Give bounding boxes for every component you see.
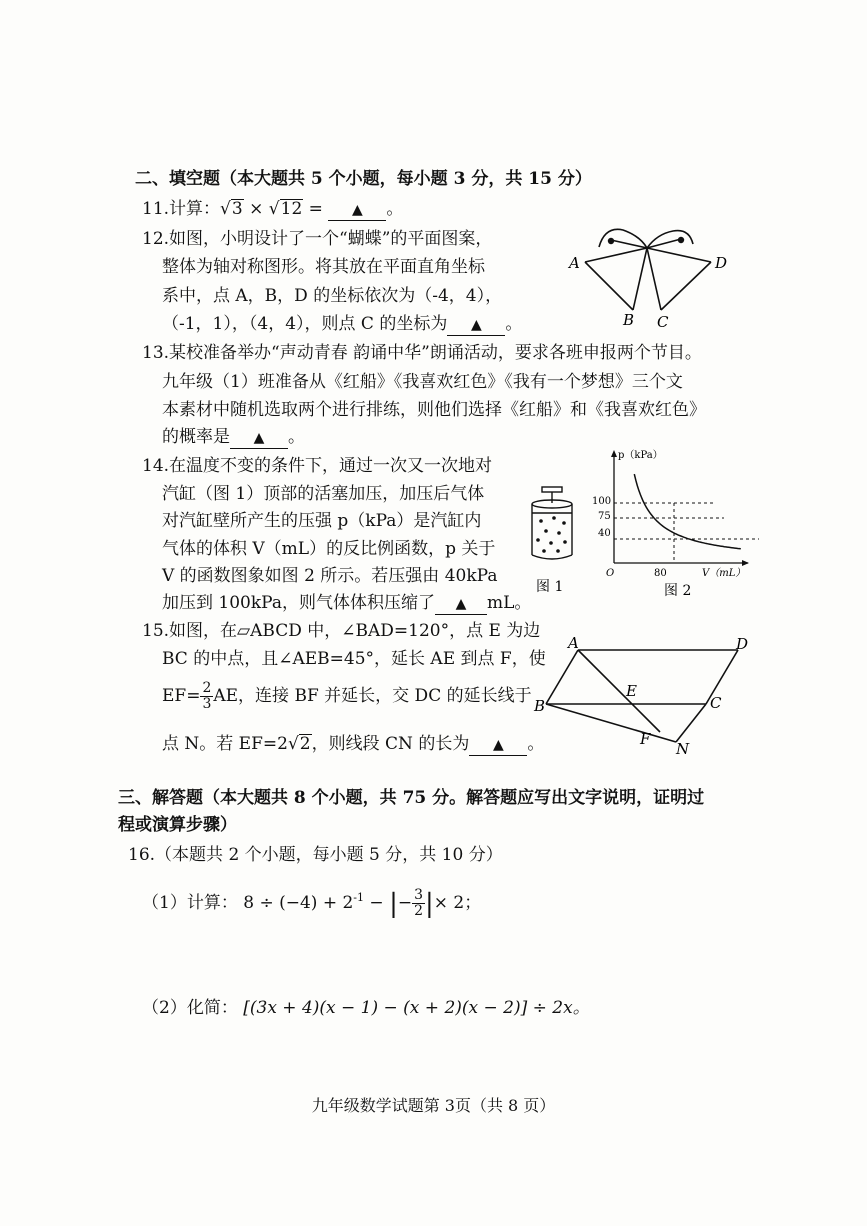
label-B: B <box>623 311 635 329</box>
q15-ef: EF= <box>162 686 201 706</box>
q15-line-4-text: 点 N。若 EF=2 <box>162 734 288 754</box>
q15-line-3-text: AE，连接 BF 并延长，交 DC 的延长线于 <box>213 686 532 706</box>
q12-line-3: 系中，点 A，B，D 的坐标依次为（-4，4）， <box>162 286 503 306</box>
butterfly-antenna-dot-right <box>678 237 684 243</box>
q15-line-1: 15.如图，在▱ABCD 中，∠BAD=120°，点 E 为边 <box>142 621 541 641</box>
q11-radicand-1: 3 <box>231 199 243 219</box>
q13-line-4-text: 的概率是 <box>162 427 230 447</box>
q14-line-2: 汽缸（图 1）顶部的活塞加压，加压后气体 <box>162 484 485 504</box>
q16-p2-expr: [(3x + 4)(x − 1) − (x + 2)(x − 2)] ÷ 2x。 <box>243 998 590 1018</box>
inverse-curve <box>634 474 741 549</box>
x-axis-arrow <box>742 560 749 566</box>
frac-denominator: 3 <box>202 696 212 712</box>
fraction-three-halves <box>412 888 425 919</box>
y-tick-100: 100 <box>592 496 612 507</box>
answer-blank: ▲ <box>435 594 487 615</box>
x-axis-label: V（mL） <box>702 568 746 579</box>
q13-line-3: 本素材中随机选取两个进行排练，则他们选择《红船》和《我喜欢红色》 <box>162 400 706 420</box>
q12-line-4-text: （-1，1），（4，4），则点 C 的坐标为 <box>162 314 448 334</box>
q11-end: 。 <box>386 199 404 219</box>
q16-p1-expr-c: × 2； <box>433 893 482 913</box>
x-tick-80: 80 <box>654 568 667 579</box>
label-A: A <box>568 634 579 652</box>
q14-line-4: 气体的体积 V（mL）的反比例函数，p 关于 <box>162 539 496 559</box>
label-N: N <box>676 740 690 758</box>
section-2-title: 二、填空题（本大题共 5 个小题，每小题 3 分，共 15 分） <box>135 169 592 189</box>
frac-numerator: 2 <box>202 680 212 696</box>
q14-line-6-text: 加压到 100kPa，则气体体积压缩了 <box>162 593 435 613</box>
origin-label: O <box>606 568 615 579</box>
question-11: 11.计算：√3 × √12 = ▲ 。 <box>142 199 404 219</box>
q11-radicand-2: 12 <box>280 199 303 219</box>
q14-end: mL。 <box>486 593 532 613</box>
label-C: C <box>710 694 722 712</box>
q16-p1-minus: − <box>364 893 390 913</box>
y-axis-label: p（kPa） <box>618 450 663 461</box>
q15-end: 。 <box>527 734 545 754</box>
fig1-caption: 图 1 <box>536 579 564 595</box>
q15-line-2: BC 的中点，且∠AEB=45°，延长 AE 到点 F，使 <box>162 649 546 669</box>
answer-blank: ▲ <box>328 200 386 221</box>
q14-line-1: 14.在温度不变的条件下，通过一次又一次地对 <box>142 456 493 476</box>
q15-line-4-post: ，则线段 CN 的长为 <box>311 734 470 754</box>
label-C: C <box>657 313 669 331</box>
y-tick-75: 75 <box>598 511 611 522</box>
q16-part-2 <box>142 995 590 1022</box>
q12-line-4 <box>162 311 522 338</box>
section-3-title-line-1: 三、解答题（本大题共 8 个小题，共 75 分。解答题应写出文字说明，证明过 <box>118 788 705 808</box>
q13-line-4 <box>162 424 305 451</box>
q15-radicand: 2 <box>299 734 311 754</box>
q14-line-6 <box>162 590 531 617</box>
page-footer: 九年级数学试题第 3页（共 8 页） <box>311 1096 556 1115</box>
gas-particles <box>536 516 567 553</box>
q16-p1-expr-a: 8 ÷ (−4) + 2 <box>243 893 354 913</box>
q14-line-3: 对汽缸壁所产生的压强 p（kPa）是汽缸内 <box>162 511 482 531</box>
q16-p1-exponent: -1 <box>353 891 365 904</box>
fig2-caption: 图 2 <box>664 583 692 599</box>
label-B: B <box>534 697 546 715</box>
dashed-guides <box>614 503 759 563</box>
q15-line-4: 点 N。若 EF=2√2，则线段 CN 的长为 ▲ 。 <box>162 734 545 754</box>
q12-end: 。 <box>505 314 523 334</box>
y-axis-arrow <box>611 450 617 457</box>
frac-numerator: 3 <box>414 887 424 903</box>
answer-blank: ▲ <box>447 315 505 336</box>
label-F: F <box>640 730 651 748</box>
label-D: D <box>736 635 749 653</box>
frac-denominator: 2 <box>414 903 424 919</box>
label-E: E <box>626 682 637 700</box>
label-D: D <box>715 254 728 272</box>
y-tick-40: 40 <box>598 528 611 539</box>
parallelogram-figure <box>530 632 760 757</box>
q16-p1-label: （1）计算： <box>142 893 238 913</box>
q11-equals: = <box>308 199 323 219</box>
q15-line-3 <box>162 681 532 712</box>
q11-prefix: 11.计算： <box>142 199 221 219</box>
q13-line-2: 九年级（1）班准备从《红船》《我喜欢红色》《我有一个梦想》三个文 <box>162 372 683 392</box>
fraction-two-thirds <box>200 681 213 712</box>
q11-times: × <box>249 199 264 219</box>
q13-end: 。 <box>288 427 305 447</box>
answer-blank: ▲ <box>469 735 527 756</box>
q16-header: 16.（本题共 2 个小题，每小题 5 分，共 10 分） <box>128 845 503 865</box>
pressure-volume-graph <box>592 445 758 599</box>
q16-part-1: （1）计算： $8 \div (-4) + 2^{-1}$ − |− $\frac{3}{2}$ |× 2； <box>142 887 482 919</box>
butterfly-figure <box>565 218 735 333</box>
cylinder-figure <box>524 485 580 595</box>
butterfly-antenna-dot-left <box>608 238 614 244</box>
q16-p2-label: （2）化简： <box>142 998 238 1018</box>
q13-line-1: 13.某校准备举办“声动青春 韵诵中华”朗诵活动，要求各班申报两个节目。 <box>142 343 702 363</box>
q12-line-2: 整体为轴对称图形。将其放在平面直角坐标 <box>162 257 485 277</box>
label-A: A <box>569 254 580 272</box>
q14-line-5: V 的函数图象如图 2 所示。若压强由 40kPa <box>162 566 498 586</box>
q12-line-1: 12.如图，小明设计了一个“蝴蝶”的平面图案， <box>142 229 493 249</box>
section-3-title-line-2: 程或演算步骤） <box>118 815 237 835</box>
answer-blank: ▲ <box>230 428 288 449</box>
